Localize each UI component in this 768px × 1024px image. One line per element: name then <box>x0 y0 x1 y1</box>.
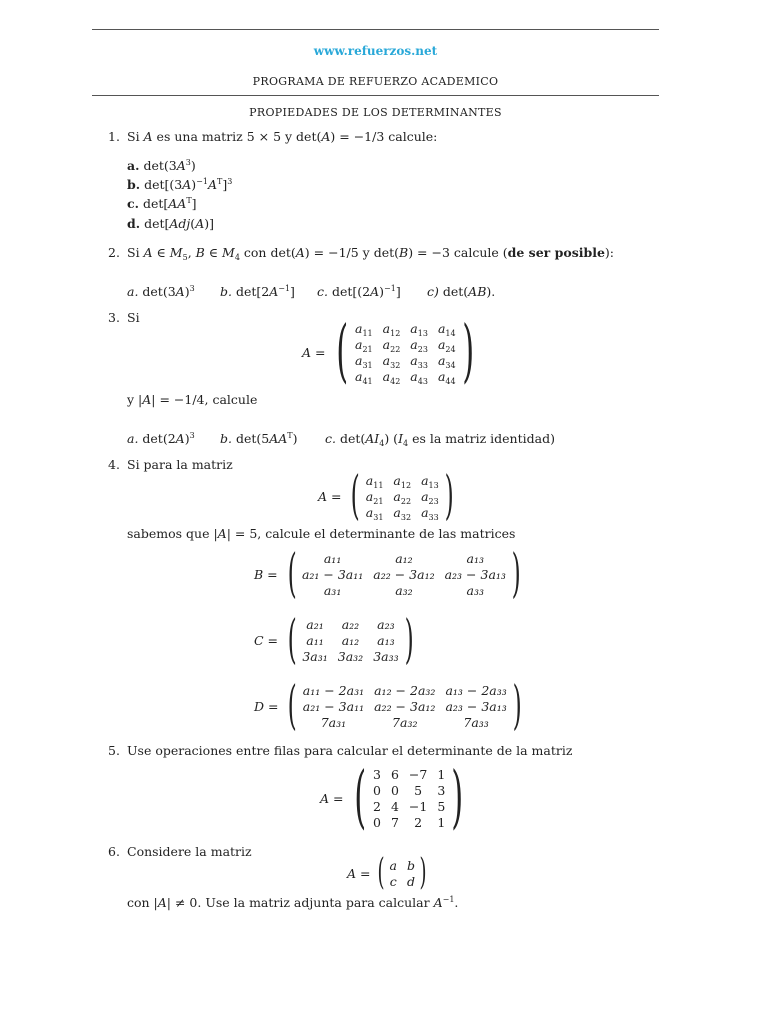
matrix-cell: 6 <box>390 766 399 782</box>
q4-matrix-d-eq <box>254 676 527 736</box>
matrix-row <box>368 814 450 830</box>
left-paren: ( <box>288 676 298 736</box>
matrix-cell: 1 <box>437 814 446 830</box>
matrix-cell: $a_{24}$ <box>437 336 456 354</box>
matrix-cell: $a_{31}$ <box>355 352 373 370</box>
q3-matrix-label: A = <box>302 344 326 360</box>
q5-matrix <box>368 766 450 830</box>
top-rule <box>92 29 659 30</box>
q4-matrix-b-eq <box>254 544 526 604</box>
matrix-cell: 3a₃₁ <box>302 648 328 664</box>
q1-item-b: b. $\det[(3A)^{-1}A^T]^3$ <box>127 177 233 192</box>
q4-intro: Si para la matriz <box>127 457 233 472</box>
matrix-row <box>385 873 420 889</box>
q3-option-c: c. $\det(AI_4)$ ($I_4$ es la matriz identidad) <box>325 431 555 448</box>
q6-number: 6. <box>108 844 120 859</box>
matrix-cell: 5 <box>437 798 446 814</box>
q2-option-c: c. $\det[(2A)^{-1}]$ <box>317 284 401 299</box>
matrix-row <box>297 566 511 582</box>
q4-matrix-b <box>297 550 511 598</box>
q4-matrix-d <box>298 682 512 730</box>
matrix-cell: 7a₃₃ <box>463 714 489 730</box>
matrix-cell: $a_{13}$ <box>421 472 439 490</box>
matrix-cell: 7a₃₂ <box>392 714 418 730</box>
matrix-cell: a₁₃ − 2a₃₃ <box>445 682 507 698</box>
matrix-cell: $a_{11}$ <box>365 472 384 490</box>
q2-option-b: b. $\det[2A^{-1}]$ <box>220 284 295 299</box>
matrix-cell: 5 <box>414 782 423 798</box>
matrix-row <box>361 488 444 504</box>
q6-matrix-eq <box>347 852 430 893</box>
matrix-row <box>368 782 450 798</box>
q1-number: 1. <box>108 129 120 144</box>
matrix-cell: 4 <box>390 798 399 814</box>
matrix-cell: $a_{33}$ <box>421 504 439 522</box>
matrix-cell: a₁₁ − 2a₃₁ <box>302 682 365 698</box>
matrix-cell: a₂₂ − 3a₁₂ <box>373 566 435 582</box>
matrix-cell: d <box>406 873 415 889</box>
matrix-cell: $a_{21}$ <box>355 336 373 354</box>
matrix-cell: 0 <box>373 814 381 830</box>
left-paren: ( <box>336 312 349 391</box>
matrix-cell: a₂₁ − 3a₁₁ <box>302 698 365 714</box>
matrix-row <box>297 550 511 566</box>
matrix-row <box>298 714 512 730</box>
q3-option-a: a. $\det(2A)^3$ <box>127 431 195 446</box>
q3-after: y |A| = −1/4, calcule <box>127 392 258 407</box>
matrix-cell: −7 <box>408 766 428 782</box>
matrix-row <box>297 582 511 598</box>
matrix-row <box>297 616 403 632</box>
matrix-cell: a₂₁ − 3a₁₁ <box>301 566 364 582</box>
matrix-cell: $a_{44}$ <box>437 368 456 386</box>
left-paren: ( <box>351 466 361 526</box>
matrix-cell: $a_{11}$ <box>355 320 373 338</box>
q4-number: 4. <box>108 457 120 472</box>
matrix-cell: a₂₃ <box>377 616 395 632</box>
matrix-cell: $a_{32}$ <box>382 352 401 370</box>
q5-matrix-eq <box>320 758 471 837</box>
matrix-cell: 3a₃₃ <box>373 648 399 664</box>
q4-matrix-a-eq <box>318 466 459 526</box>
matrix-cell: a₂₃ − 3a₁₃ <box>444 566 506 582</box>
matrix-cell: 3 <box>373 766 381 782</box>
q6-intro: Considere la matriz <box>127 844 252 859</box>
matrix-cell: 0 <box>373 782 381 798</box>
topic-title: PROPIEDADES DE LOS DETERMINANTES <box>249 106 502 119</box>
q2-statement: Si A ∈ $M_5$, B ∈ $M_4$ con det(A) = −1/5 y det(B) = −3 calcule (de ser posible): <box>127 245 615 262</box>
matrix-cell: a₃₂ <box>395 582 413 598</box>
q4-mid: sabemos que |A| = 5, calcule el determinante de las matrices <box>127 526 516 541</box>
matrix-row <box>350 336 461 352</box>
q1-item-a: a. $\det(3A^3)$ <box>127 158 196 173</box>
matrix-cell: a₂₂ <box>341 616 360 632</box>
matrix-cell: a₁₁ <box>323 550 342 566</box>
matrix-row <box>298 698 512 714</box>
q6-matrix-label: A = <box>347 865 371 881</box>
right-paren: ) <box>419 852 427 893</box>
program-title: PROGRAMA DE REFUERZO ACADEMICO <box>252 75 499 88</box>
matrix-cell: $a_{12}$ <box>382 320 401 338</box>
matrix-row <box>368 798 450 814</box>
q3-matrix-eq <box>302 312 481 391</box>
right-paren: ) <box>444 466 454 526</box>
q4-matrix-b-label: B = <box>254 566 278 582</box>
q4-matrix-c <box>297 616 403 664</box>
matrix-cell: −1 <box>408 798 428 814</box>
left-paren: ( <box>377 852 386 893</box>
matrix-cell: 3a₃₂ <box>337 648 364 664</box>
q5-intro: Use operaciones entre filas para calcular el determinante de la matriz <box>127 743 573 758</box>
matrix-cell: $a_{22}$ <box>393 488 412 506</box>
matrix-row <box>385 857 420 873</box>
q5-matrix-label: A = <box>320 790 344 806</box>
q4-matrix-d-label: D = <box>254 698 279 714</box>
right-paren: ) <box>511 544 521 604</box>
q3-si: Si <box>127 310 140 325</box>
q3-number: 3. <box>108 310 120 325</box>
right-paren: ) <box>404 610 414 670</box>
matrix-cell: $a_{21}$ <box>365 488 384 506</box>
q1-item-c: c. $\det[AA^T]$ <box>127 196 197 211</box>
matrix-cell: a <box>389 857 397 873</box>
right-paren: ) <box>461 312 474 391</box>
matrix-cell: 7a₃₁ <box>320 714 347 730</box>
matrix-cell: $a_{42}$ <box>382 368 401 386</box>
matrix-row <box>368 766 450 782</box>
matrix-cell: $a_{31}$ <box>365 504 384 522</box>
matrix-row <box>350 320 461 336</box>
q1-item-d: d. det[Adj(A)] <box>127 216 214 231</box>
matrix-row <box>298 682 512 698</box>
left-paren: ( <box>287 544 297 604</box>
matrix-cell: $a_{13}$ <box>410 320 428 338</box>
matrix-cell: $a_{23}$ <box>410 336 428 354</box>
matrix-cell: a₁₂ − 2a₃₂ <box>374 682 436 698</box>
matrix-row <box>350 368 461 384</box>
site-url-link[interactable]: www.refuerzos.net <box>313 44 438 58</box>
matrix-cell: a₁₃ <box>466 550 484 566</box>
right-paren: ) <box>512 676 522 736</box>
matrix-cell: a₂₂ − 3a₁₂ <box>374 698 436 714</box>
q2-number: 2. <box>108 245 120 260</box>
matrix-cell: 3 <box>437 782 446 798</box>
q4-matrix-c-eq <box>254 610 419 670</box>
left-paren: ( <box>354 758 367 837</box>
matrix-cell: a₃₃ <box>466 582 484 598</box>
q5-number: 5. <box>108 743 120 758</box>
q6-after: con |A| ≠ 0. Use la matriz adjunta para calcular $A^{-1}$. <box>127 895 459 910</box>
q4-matrix-c-label: C = <box>254 632 279 648</box>
header-rule <box>92 95 659 96</box>
matrix-row <box>297 632 403 648</box>
matrix-cell: a₁₂ <box>395 550 413 566</box>
matrix-cell: $a_{33}$ <box>410 352 428 370</box>
matrix-cell: $a_{34}$ <box>437 352 456 370</box>
q6-matrix <box>385 857 420 889</box>
matrix-cell: a₁₁ <box>306 632 324 648</box>
left-paren: ( <box>287 610 297 670</box>
matrix-row <box>361 504 444 520</box>
q4-matrix-a-label: A = <box>318 488 342 504</box>
q3-matrix <box>350 320 461 384</box>
q1-statement: Si A es una matriz 5 × 5 y det(A) = −1/3 calcule: <box>127 129 438 144</box>
matrix-cell: $a_{41}$ <box>355 368 373 386</box>
matrix-cell: c <box>389 873 397 889</box>
matrix-cell: a₂₁ <box>306 616 324 632</box>
matrix-cell: 1 <box>437 766 446 782</box>
q2-option-a: a. $\det(3A)^3$ <box>127 284 195 299</box>
matrix-cell: a₁₃ <box>377 632 395 648</box>
matrix-cell: $a_{43}$ <box>410 368 428 386</box>
matrix-cell: 2 <box>414 814 423 830</box>
matrix-cell: $a_{32}$ <box>393 504 412 522</box>
matrix-cell: 2 <box>373 798 381 814</box>
matrix-cell: $a_{22}$ <box>382 336 401 354</box>
matrix-row <box>350 352 461 368</box>
q3-option-b: b. $\det(5AA^T)$ <box>220 431 298 446</box>
matrix-cell: a₃₁ <box>323 582 342 598</box>
matrix-cell: 7 <box>390 814 399 830</box>
matrix-row <box>361 472 444 488</box>
q2-option-d: c) det(AB). <box>427 284 496 299</box>
matrix-cell: $a_{14}$ <box>437 320 456 338</box>
matrix-cell: a₁₂ <box>341 632 360 648</box>
matrix-cell: $a_{12}$ <box>393 472 412 490</box>
matrix-cell: 0 <box>390 782 399 798</box>
matrix-cell: $a_{23}$ <box>421 488 439 506</box>
right-paren: ) <box>451 758 464 837</box>
q4-matrix-a <box>361 472 444 520</box>
matrix-cell: b <box>406 857 415 873</box>
matrix-cell: a₂₃ − 3a₁₃ <box>445 698 507 714</box>
matrix-row <box>297 648 403 664</box>
